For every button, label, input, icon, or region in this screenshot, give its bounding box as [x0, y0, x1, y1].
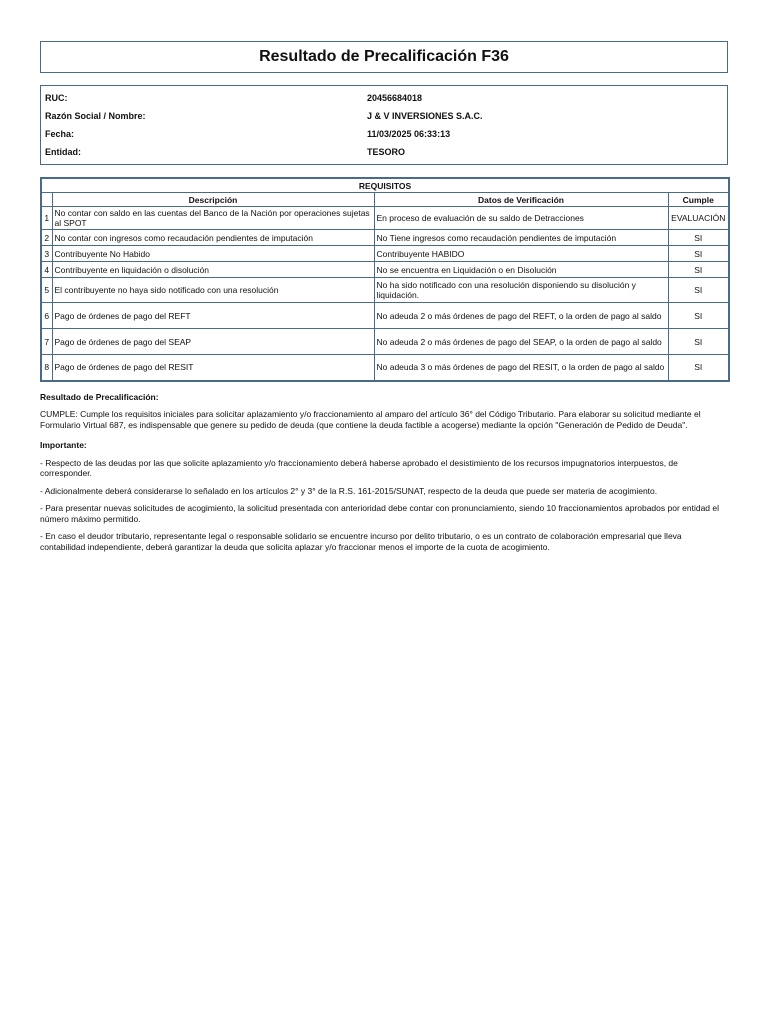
table-row — [41, 207, 729, 230]
row-datos: No Tiene ingresos como recaudación pendientes de imputación — [374, 230, 668, 246]
row-datos: No ha sido notificado con una resolución disponiendo su disolución y liquidación. — [374, 278, 668, 303]
row-cumple: SI — [668, 278, 729, 303]
table-row — [41, 303, 729, 329]
info-label: Fecha: — [45, 129, 75, 139]
row-number: 7 — [41, 329, 52, 355]
resultado-text: CUMPLE: Cumple los requisitos iniciales para solicitar aplazamiento y/o fraccionamiento al amparo del artículo 36° del Código Tributario. Para elaborar su solicitud mediante el Formulario Virtual 687, es indispensable que genere su pedido de deuda (que contiene la deuda factible a acogerse) mediante la opción "Generación de Pedido de Deuda". — [40, 409, 701, 430]
row-datos: Contribuyente HABIDO — [374, 246, 668, 262]
row-number: 4 — [41, 262, 52, 278]
row-datos: No adeuda 2 o más órdenes de pago del SEAP, o la orden de pago al saldo — [374, 329, 668, 355]
info-value: 20456684018 — [367, 93, 423, 103]
row-cumple: SI — [668, 303, 729, 329]
info-box — [40, 85, 728, 165]
resultado-heading: Resultado de Precalificación: — [40, 391, 159, 402]
row-cumple: SI — [668, 230, 729, 246]
info-row-ruc — [45, 89, 723, 107]
info-label: RUC: — [45, 93, 68, 103]
row-cumple: SI — [668, 329, 729, 355]
info-row-entidad — [45, 143, 723, 161]
info-row-razon-social — [45, 107, 723, 125]
document-page — [40, 41, 728, 559]
header-cumple: Cumple — [668, 193, 729, 207]
row-descripcion: No contar con saldo en las cuentas del Banco de la Nación por operaciones sujetas al SPOT — [52, 207, 374, 230]
row-descripcion: El contribuyente no haya sido notificado con una resolución — [52, 278, 374, 303]
importante-item: - En caso el deudor tributario, representante legal o responsable solidario se encuentre incurso por delito tributario, o es un contrato de colaboración empresarial que lleva contabilidad independiente, deberá garantizar la deuda que solicita aplazar y/o fraccionar menos el importe de la cuota de acogimiento. — [40, 531, 682, 552]
row-descripcion: Contribuyente No Habido — [52, 246, 374, 262]
info-value: TESORO — [367, 147, 406, 157]
importante-item: - Para presentar nuevas solicitudes de acogimiento, la solicitud presentada con anterioridad debe contar con pronunciamiento, siendo 10 fraccionamientos aprobados por entidad el número máximo permitido. — [40, 503, 720, 524]
row-cumple: EVALUACIÓN — [668, 207, 729, 230]
info-value: 11/03/2025 06:33:13 — [367, 129, 451, 139]
row-number: 8 — [41, 355, 52, 381]
info-label: Entidad: — [45, 147, 81, 157]
requisitos-table — [40, 177, 730, 382]
page-title: Resultado de Precalificación F36 — [259, 48, 509, 65]
row-descripcion: Pago de órdenes de pago del SEAP — [52, 329, 374, 355]
row-cumple: SI — [668, 262, 729, 278]
row-datos: No adeuda 3 o más órdenes de pago del RESIT, o la orden de pago al saldo — [374, 355, 668, 381]
row-descripcion: Contribuyente en liquidación o disolución — [52, 262, 374, 278]
importante-item: - Adicionalmente deberá considerarse lo señalado en los artículos 2° y 3° de la R.S. 161-2015/SUNAT, respecto de la deuda que puede ser materia de acogimiento. — [40, 485, 658, 496]
row-number: 1 — [41, 207, 52, 230]
row-descripcion: Pago de órdenes de pago del RESIT — [52, 355, 374, 381]
importante-heading: Importante: — [40, 440, 87, 450]
row-descripcion: No contar con ingresos como recaudación pendientes de imputación — [52, 230, 374, 246]
info-label: Razón Social / Nombre: — [45, 111, 146, 121]
table-row — [41, 355, 729, 381]
table-row — [41, 246, 729, 262]
header-num — [41, 193, 52, 207]
info-row-fecha — [45, 125, 723, 143]
importante-section — [40, 440, 728, 552]
table-caption: REQUISITOS — [41, 178, 729, 193]
importante-item: - Respecto de las deudas por las que solicite aplazamiento y/o fraccionamiento deberá haberse aprobado el desistimiento de los recursos impugnatorios interpuestos, de corresponder. — [40, 457, 678, 478]
table-row — [41, 230, 729, 246]
row-datos: No se encuentra en Liquidación o en Disolución — [374, 262, 668, 278]
row-number: 6 — [41, 303, 52, 329]
table-row — [41, 262, 729, 278]
row-descripcion: Pago de órdenes de pago del REFT — [52, 303, 374, 329]
info-value: J & V INVERSIONES S.A.C. — [367, 111, 483, 121]
row-cumple: SI — [668, 355, 729, 381]
table-row — [41, 278, 729, 303]
table-row — [41, 329, 729, 355]
row-datos: En proceso de evaluación de su saldo de Detracciones — [374, 207, 668, 230]
row-number: 3 — [41, 246, 52, 262]
table-header-row — [41, 193, 729, 207]
header-descripcion: Descripción — [52, 193, 374, 207]
header-datos: Datos de Verificación — [374, 193, 668, 207]
title-box — [40, 41, 728, 73]
row-cumple: SI — [668, 246, 729, 262]
row-datos: No adeuda 2 o más órdenes de pago del REFT, o la orden de pago al saldo — [374, 303, 668, 329]
table-caption-row — [41, 178, 729, 193]
row-number: 5 — [41, 278, 52, 303]
row-number: 2 — [41, 230, 52, 246]
resultado-section — [40, 392, 728, 431]
